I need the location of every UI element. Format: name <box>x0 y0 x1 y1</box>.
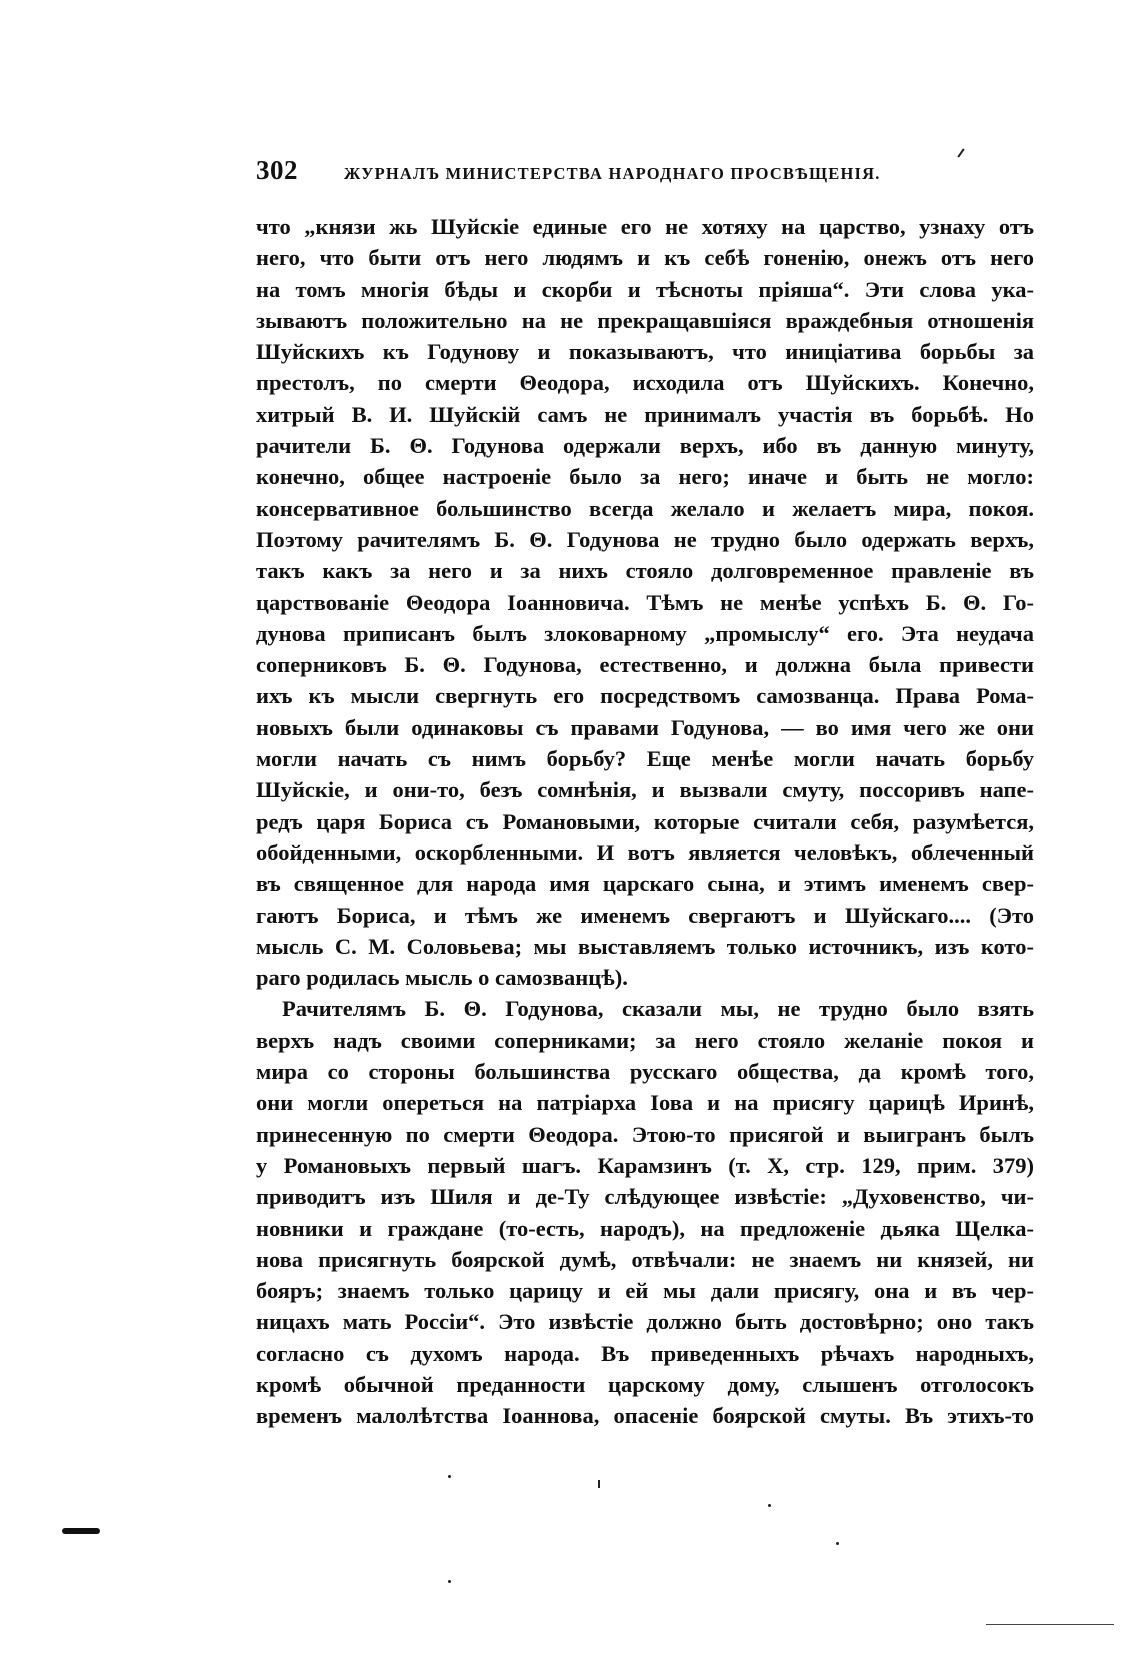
page-number: 302 <box>256 155 298 185</box>
text-line: него, что быти отъ него людямъ и къ себѣ гоненію, онежъ отъ него <box>256 245 1034 271</box>
text-line: мира со стороны большинства русскаго общества, да кромѣ того, <box>256 1059 1034 1085</box>
text-line: редъ царя Бориса съ Романовыми, которые считали себя, разумѣется, <box>256 808 1034 834</box>
scan-rule <box>986 1624 1114 1625</box>
text-line: престолъ, по смерти Θеодора, исходила отъ Шуйскихъ. Конечно, <box>256 370 1034 396</box>
text-line: рачители Б. Θ. Годунова одержали верхъ, ибо въ данную минуту, <box>256 433 1034 459</box>
text-line: новыхъ были одинаковы съ правами Годунова, — во имя чего же они <box>256 714 1034 740</box>
text-line: у Романовыхъ первый шагъ. Карамзинъ (т. X, стр. 129, прим. 379) <box>256 1152 1034 1178</box>
text-line: зываютъ положительно на не прекращавшіяся враждебныя отношенія <box>256 307 1034 333</box>
text-line: ницахъ мать Россіи“. Это извѣстіе должно быть достовѣрно; оно такъ <box>256 1309 1034 1335</box>
scan-speck <box>448 1580 451 1583</box>
text-line: мысль С. М. Соловьева; мы выставляемъ только источникъ, изъ кото- <box>256 933 1034 959</box>
text-line: приводитъ изъ Шиля и де-Ту слѣдующее извѣстіе: „Духовенство, чи- <box>256 1184 1034 1210</box>
scan-mark <box>62 1528 100 1534</box>
text-line: согласно съ духомъ народа. Въ приведенныхъ рѣчахъ народныхъ, <box>256 1340 1034 1366</box>
text-line: ихъ къ мысли свергнуть его посредствомъ самозванца. Права Рома- <box>256 683 1034 709</box>
text-line: въ священное для народа имя царскаго сына, и этимъ именемъ свер- <box>256 871 1034 897</box>
page-header <box>256 155 1026 191</box>
text-line: Шуйскіе, и они-то, безъ сомнѣнія, и вызвали смуту, поссоривъ напе- <box>256 777 1034 803</box>
running-head: ЖУРНАЛЪ МИНИСТЕРСТВА НАРОДНАГО ПРОСВѢЩЕНІЯ. <box>344 164 881 183</box>
paragraph-first-line: Рачителямъ Б. Θ. Годунова, сказали мы, не трудно было взять <box>282 996 1034 1022</box>
text-line: принесенную по смерти Θеодора. Этою-то присягой и выигранъ былъ <box>256 1121 1034 1147</box>
text-line: дунова приписанъ былъ злоковарному „промыслу“ его. Эта неудача <box>256 620 1034 646</box>
text-line: Поэтому рачителямъ Б. Θ. Годунова не трудно было одержать верхъ, <box>256 526 1034 552</box>
text-line: верхъ надъ своими соперниками; за него стояло желаніе покоя и <box>256 1027 1034 1053</box>
text-line: временъ малолѣтства Іоаннова, опасеніе боярской смуты. Въ этихъ-то <box>256 1403 1034 1429</box>
text-line: могли начать съ нимъ борьбу? Еще менѣе могли начать борьбу <box>256 746 1034 772</box>
text-line: раго родилась мысль о самозванцѣ). <box>256 965 628 991</box>
text-line: консервативное большинство всегда желало и желаетъ мира, покоя. <box>256 495 1034 521</box>
scan-speck <box>448 1475 451 1478</box>
text-line: бояръ; знаемъ только царицу и ей мы дали присягу, она и въ чер- <box>256 1278 1034 1304</box>
text-line: царствованіе Θеодора Іоанновича. Тѣмъ не менѣе успѣхъ Б. Θ. Го- <box>256 589 1034 615</box>
text-line: хитрый В. И. Шуйскій самъ не принималъ участія въ борьбѣ. Но <box>256 401 1034 427</box>
text-line: обойденными, оскорбленными. И вотъ является человѣкъ, облеченный <box>256 839 1034 865</box>
text-line: Шуйскихъ къ Годунову и показываютъ, что иниціатива борьбы за <box>256 339 1034 365</box>
text-line: что „князи жь Шуйскіе единые его не хотяху на царство, узнаху отъ <box>256 214 1034 239</box>
text-line: соперниковъ Б. Θ. Годунова, естественно, и должна была привести <box>256 652 1034 678</box>
text-line: гаютъ Бориса, и тѣмъ же именемъ свергаютъ и Шуйскаго.... (Это <box>256 902 1034 928</box>
body-text <box>256 211 1034 1432</box>
text-line: конечно, общее настроеніе было за него; иначе и быть не могло: <box>256 464 1034 490</box>
text-line: новники и граждане (то-есть, народъ), на предложеніе дьяка Щелка- <box>256 1215 1034 1241</box>
text-line: они могли опереться на патріарха Іова и на присягу царицѣ Иринѣ, <box>256 1090 1034 1116</box>
text-line: кромѣ обычной преданности царскому дому, слышенъ отголосокъ <box>256 1371 1034 1397</box>
scan-speck <box>836 1542 839 1545</box>
scan-speck <box>598 1480 600 1488</box>
scan-speck <box>768 1504 771 1507</box>
text-line: такъ какъ за него и за нихъ стояло долговременное правленіе въ <box>256 558 1034 584</box>
text-line: нова присягнуть боярской думѣ, отвѣчали: не знаемъ ни князей, ни <box>256 1246 1034 1272</box>
text-line: на томъ многія бѣды и скорби и тѣсноты пріяша“. Эти слова ука- <box>256 276 1034 302</box>
